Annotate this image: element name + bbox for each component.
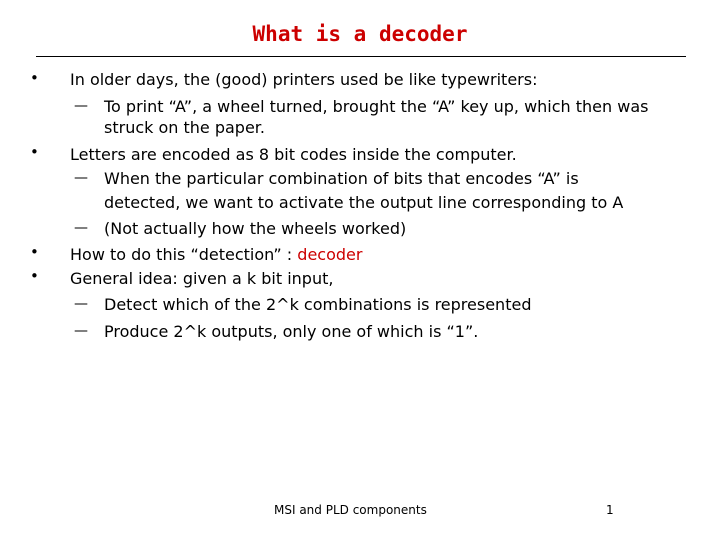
sub-bullet-text: To print “A”, a wheel turned, brought the “A” key up, which then was [104, 97, 649, 116]
sub-bullet-text: Produce 2^k outputs, only one of which is “1”. [104, 322, 479, 341]
sub-bullet-dash: — [74, 323, 88, 339]
bullet-marker: • [30, 267, 39, 285]
sub-bullet-dash: — [74, 98, 88, 114]
sub-bullet-text: (Not actually how the wheels worked) [104, 219, 407, 238]
sub-bullet-continuation: struck on the paper. [104, 118, 265, 137]
footer-label: MSI and PLD components [274, 503, 427, 517]
sub-bullet-dash: — [74, 170, 88, 186]
sub-bullet-dash: — [74, 220, 88, 236]
highlighted-term: decoder [297, 245, 363, 264]
bullet-text: General idea: given a k bit input, [70, 269, 334, 288]
title-underline [36, 56, 686, 57]
sub-bullet-continuation: detected, we want to activate the output line corresponding to A [104, 193, 624, 212]
page-number: 1 [606, 503, 614, 517]
slide-title: What is a decoder [252, 22, 468, 46]
sub-bullet-text: Detect which of the 2^k combinations is represented [104, 295, 532, 314]
bullet-text: In older days, the (good) printers used be like typewriters: [70, 70, 538, 89]
bullet-text [70, 245, 362, 265]
sub-bullet-text: When the particular combination of bits that encodes “A” is [104, 169, 579, 188]
bullet-marker: • [30, 243, 39, 261]
bullet-text-lead: How to do this “detection” : [70, 245, 298, 264]
bullet-marker: • [30, 143, 39, 161]
bullet-marker: • [30, 69, 39, 87]
sub-bullet-dash: — [74, 296, 88, 312]
bullet-text: Letters are encoded as 8 bit codes inside the computer. [70, 145, 517, 164]
